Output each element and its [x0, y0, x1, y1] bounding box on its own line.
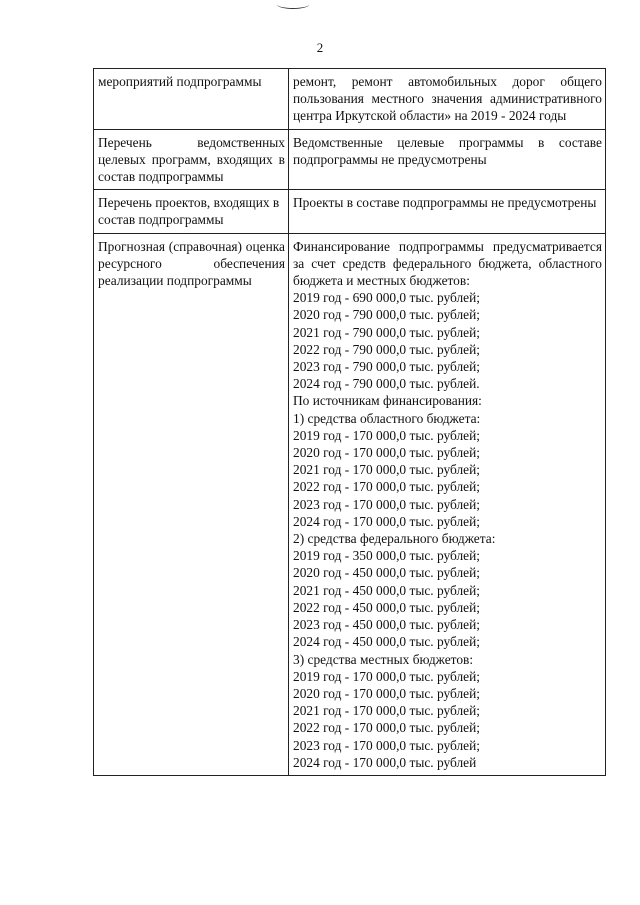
source-year-line: 2021 год - 170 000,0 тыс. рублей; [293, 703, 480, 719]
source-year-line: 2022 год - 170 000,0 тыс. рублей; [293, 479, 480, 495]
table-row [94, 233, 606, 775]
table-row [94, 129, 606, 190]
table-row [94, 190, 606, 233]
funding-totals [293, 289, 602, 392]
source-year-line: 2019 год - 170 000,0 тыс. рублей; [293, 427, 480, 443]
row-value: Проекты в составе подпрограммы не предусмотрены [289, 190, 606, 233]
funding-year-line: 2021 год - 790 000,0 тыс. рублей; [293, 324, 480, 340]
source-heading: 3) средства местных бюджетов: [293, 651, 474, 667]
funding-year-line: 2024 год - 790 000,0 тыс. рублей. [293, 376, 480, 392]
source-heading: 2) средства федерального бюджета: [293, 531, 496, 547]
funding-year-line: 2020 год - 790 000,0 тыс. рублей; [293, 307, 480, 323]
row-label: мероприятий подпрограммы [94, 69, 289, 130]
source-year-line: 2021 год - 170 000,0 тыс. рублей; [293, 462, 480, 478]
source-year-line: 2023 год - 450 000,0 тыс. рублей; [293, 617, 480, 633]
scan-mark [277, 0, 309, 9]
source-year-line: 2023 год - 170 000,0 тыс. рублей; [293, 496, 480, 512]
row-value: Ведомственные целевые программы в составе подпрограммы не предусмотрены [289, 129, 606, 190]
row-label: Прогнозная (справочная) оценка ресурсного обеспечения реализации подпрограммы [94, 233, 289, 775]
source-heading: 1) средства областного бюджета: [293, 410, 481, 426]
source-year-line: 2020 год - 450 000,0 тыс. рублей; [293, 565, 480, 581]
table-row [94, 69, 606, 130]
page-number: 2 [316, 40, 324, 55]
source-year-line: 2024 год - 170 000,0 тыс. рублей; [293, 513, 480, 529]
sources-heading: По источникам финансирования: [293, 393, 482, 409]
source-year-line: 2020 год - 170 000,0 тыс. рублей; [293, 445, 480, 461]
funding-year-line: 2019 год - 690 000,0 тыс. рублей; [293, 290, 480, 306]
subprogram-passport-table [93, 68, 606, 776]
row-value: ремонт, ремонт автомобильных дорог общего пользования местного значения административного центра Иркутской области» на 2019 - 2024 годы [289, 69, 606, 130]
source-year-line: 2023 год - 170 000,0 тыс. рублей; [293, 737, 480, 753]
funding-intro: Финансирование подпрограммы предусматривается за счет средств федерального бюджета, областного бюджета и местных бюджетов: [293, 238, 602, 289]
row-label: Перечень ведомственных целевых программ, входящих в состав подпрограммы [94, 129, 289, 190]
source-year-line: 2019 год - 170 000,0 тыс. рублей; [293, 668, 480, 684]
row-label: Перечень проектов, входящих в состав подпрограммы [94, 190, 289, 233]
source-year-line: 2022 год - 170 000,0 тыс. рублей; [293, 720, 480, 736]
source-year-line: 2024 год - 170 000,0 тыс. рублей [293, 754, 477, 770]
source-year-line: 2020 год - 170 000,0 тыс. рублей; [293, 685, 480, 701]
source-year-line: 2022 год - 450 000,0 тыс. рублей; [293, 599, 480, 615]
funding-sources [293, 410, 602, 771]
source-year-line: 2019 год - 350 000,0 тыс. рублей; [293, 548, 480, 564]
funding-details [289, 233, 606, 775]
funding-year-line: 2022 год - 790 000,0 тыс. рублей; [293, 341, 480, 357]
source-year-line: 2024 год - 450 000,0 тыс. рублей; [293, 634, 480, 650]
source-year-line: 2021 год - 450 000,0 тыс. рублей; [293, 582, 480, 598]
funding-year-line: 2023 год - 790 000,0 тыс. рублей; [293, 359, 480, 375]
